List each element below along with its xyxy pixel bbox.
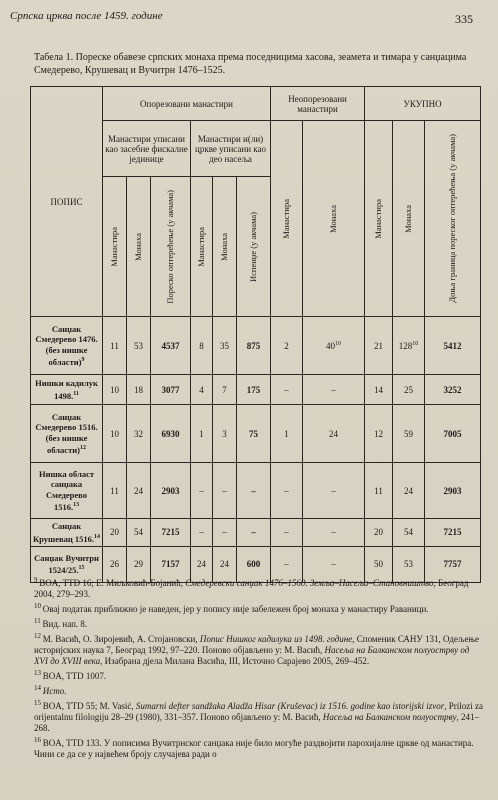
header-lower-bound: Доња граница пореског оптерећења (у акчама) (425, 121, 481, 317)
table-cell: 2903 (425, 463, 481, 519)
table-cell: $40^{10}$ (303, 317, 365, 375)
table-row (31, 375, 481, 405)
table-cell: 24 (191, 546, 213, 582)
header-part-monks: Монаха (213, 177, 237, 317)
table-cell: 6930 (151, 405, 191, 463)
table-row (31, 405, 481, 463)
table-row (31, 317, 481, 375)
header-total-monks: Монаха (393, 121, 425, 317)
footnote: $^{13}$ BOA, TTD 1007. (34, 669, 107, 681)
table-cell: 24 (393, 463, 425, 519)
table-cell: – (213, 463, 237, 519)
table-cell: – (237, 463, 271, 519)
table-cell: – (213, 519, 237, 547)
table-cell: 20 (365, 519, 393, 547)
table-cell: – (191, 519, 213, 547)
table-cell: – (271, 519, 303, 547)
footnote: $^{12}$ М. Васић, О. Зиројевић, А. Стојановски, Попис Нишког кадилука из 1498. године, Споменик САНУ 131, Одељење историјских наука 7, Београд 1992, 97–220. Поново објављено у: М. Васић, Насеља на Балканском полуострву од XVI до XVIII века, Изабрана дјела Милана Васића, III, Источно Сарајево 2005, 269–452. (34, 632, 480, 666)
table-cell: 10 (103, 375, 127, 405)
table-cell: 24 (127, 463, 151, 519)
table-cell: 1 (271, 405, 303, 463)
table-cell: 10 (103, 405, 127, 463)
table-cell: 53 (127, 317, 151, 375)
table-cell: – (271, 463, 303, 519)
header-separate-units: Манастири уписани као засебне фискалне јединице (103, 121, 191, 177)
header-total: УКУПНО (365, 87, 481, 121)
table-cell: 1 (191, 405, 213, 463)
table-cell: 875 (237, 317, 271, 375)
table-cell: – (303, 375, 365, 405)
table-cell: 7215 (151, 519, 191, 547)
table-cell: 54 (393, 519, 425, 547)
header-part-ispence: Испенџе (у акчама) (237, 177, 271, 317)
popis-cell: Санџак Крушевац 1516.14 (31, 519, 103, 547)
header-popis: ПОПИС (31, 87, 103, 317)
table-cell: 2 (271, 317, 303, 375)
table-cell: 50 (365, 546, 393, 582)
footnotes (34, 575, 484, 761)
footnote: $^{10}$ Овај податак приближно је наведен, јер у попису није забележен број монаха у манастиру Раваници. (34, 602, 429, 614)
header-part-monasteries: Манастира (191, 177, 213, 317)
table-row (31, 463, 481, 519)
footnote: $^9$ BOA, TTD 16; Е. Миљковић-Бојанић, Смедеревски санџак 1476–1560. Земља–Насеља–Становништво, Београд 2004, 279–293. (34, 576, 469, 599)
header-untaxed: Неопорезовани манастири (271, 87, 365, 121)
table-cell: 2903 (151, 463, 191, 519)
header-sep-monks: Монаха (127, 177, 151, 317)
header-untaxed-monasteries: Манастира (271, 121, 303, 317)
table-cell: 53 (393, 546, 425, 582)
popis-cell: Нишка област санџака Смедерево 1516.13 (31, 463, 103, 519)
table-cell: 5412 (425, 317, 481, 375)
header-taxed: Опорезовани манастири (103, 87, 271, 121)
table-cell: 32 (127, 405, 151, 463)
header-total-monasteries: Манастира (365, 121, 393, 317)
table-cell: 7005 (425, 405, 481, 463)
table-cell: 29 (127, 546, 151, 582)
footnote: $^{11}$ Вид. нап. 8. (34, 617, 88, 629)
tax-table (30, 86, 481, 583)
table-cell: 175 (237, 375, 271, 405)
table-cell: 7757 (425, 546, 481, 582)
table-cell: 8 (191, 317, 213, 375)
table-cell: 11 (103, 463, 127, 519)
footnote: $^{14}$ Исто. (34, 684, 67, 696)
table-cell: 35 (213, 317, 237, 375)
table-cell: 3252 (425, 375, 481, 405)
table-cell: 3077 (151, 375, 191, 405)
popis-cell: Нишки кадилук 1498.11 (31, 375, 103, 405)
table-cell: 600 (237, 546, 271, 582)
table-cell: – (271, 546, 303, 582)
running-head: Српска црква после 1459. године (10, 10, 163, 22)
popis-cell: Санџак Смедерево 1476. (без нишке области)$^9$ (31, 317, 103, 375)
table-cell: – (303, 463, 365, 519)
table-cell: 18 (127, 375, 151, 405)
footnote: $^{16}$ BOA, TTD 133. У пописима Вучитрнског санџака није било могуће раздвојити парохијалне цркве од манастира. Чини се да се у највећем броју случајева ради о (34, 736, 474, 759)
header-sep-monasteries: Манастира (103, 177, 127, 317)
table-cell: 25 (393, 375, 425, 405)
table-cell: – (271, 375, 303, 405)
table-cell: 11 (103, 317, 127, 375)
table-cell: – (237, 519, 271, 547)
table-cell: – (303, 519, 365, 547)
popis-cell: Санџак Смедерево 1516. (без нишке области)$^{12}$ (31, 405, 103, 463)
table-cell: – (303, 546, 365, 582)
table-cell: 24 (213, 546, 237, 582)
table-cell: 24 (303, 405, 365, 463)
table-cell: 7215 (425, 519, 481, 547)
table-row (31, 519, 481, 547)
table-cell: 4 (191, 375, 213, 405)
table-cell: 26 (103, 546, 127, 582)
table-cell: 20 (103, 519, 127, 547)
popis-cell: Санџак Вучитрн 1524/25.15 (31, 546, 103, 582)
header-sep-tax: Пореско оптерећење (у акчама) (151, 177, 191, 317)
table-cell: 14 (365, 375, 393, 405)
header-part-of-settlement: Манастири и(ли) цркве уписани као део насеља (191, 121, 271, 177)
header-untaxed-monks: Монаха (303, 121, 365, 317)
table-cell: 4537 (151, 317, 191, 375)
table-cell: 11 (365, 463, 393, 519)
table-cell: 54 (127, 519, 151, 547)
table-cell: 12 (365, 405, 393, 463)
table-cell: 21 (365, 317, 393, 375)
table-caption: Табела 1. Пореске обавезе српских монаха према поседницима хасова, зеамета и тимара у санџацима Смедерево, Крушевац и Вучитрн 1476–1525. (34, 52, 467, 76)
table-cell: 3 (213, 405, 237, 463)
table-cell: 75 (237, 405, 271, 463)
table-cell: 7157 (151, 546, 191, 582)
table-cell: $128^{10}$ (393, 317, 425, 375)
footnote: $^{15}$ BOA, TTD 55; M. Vasić, Sumarni defter sandžaka Aladža Hisar (Kruševac) iz 1516. godine kao istorijski izvor, Prilozi za orijentalnu filologiju 28–29 (1980), 331–357. Поново објављено у: М. Васић, Насеља на Балканском полуострву, 241–268. (34, 699, 483, 733)
table-cell: – (191, 463, 213, 519)
table-cell: 7 (213, 375, 237, 405)
table-cell: 59 (393, 405, 425, 463)
page-number: 335 (455, 12, 473, 26)
